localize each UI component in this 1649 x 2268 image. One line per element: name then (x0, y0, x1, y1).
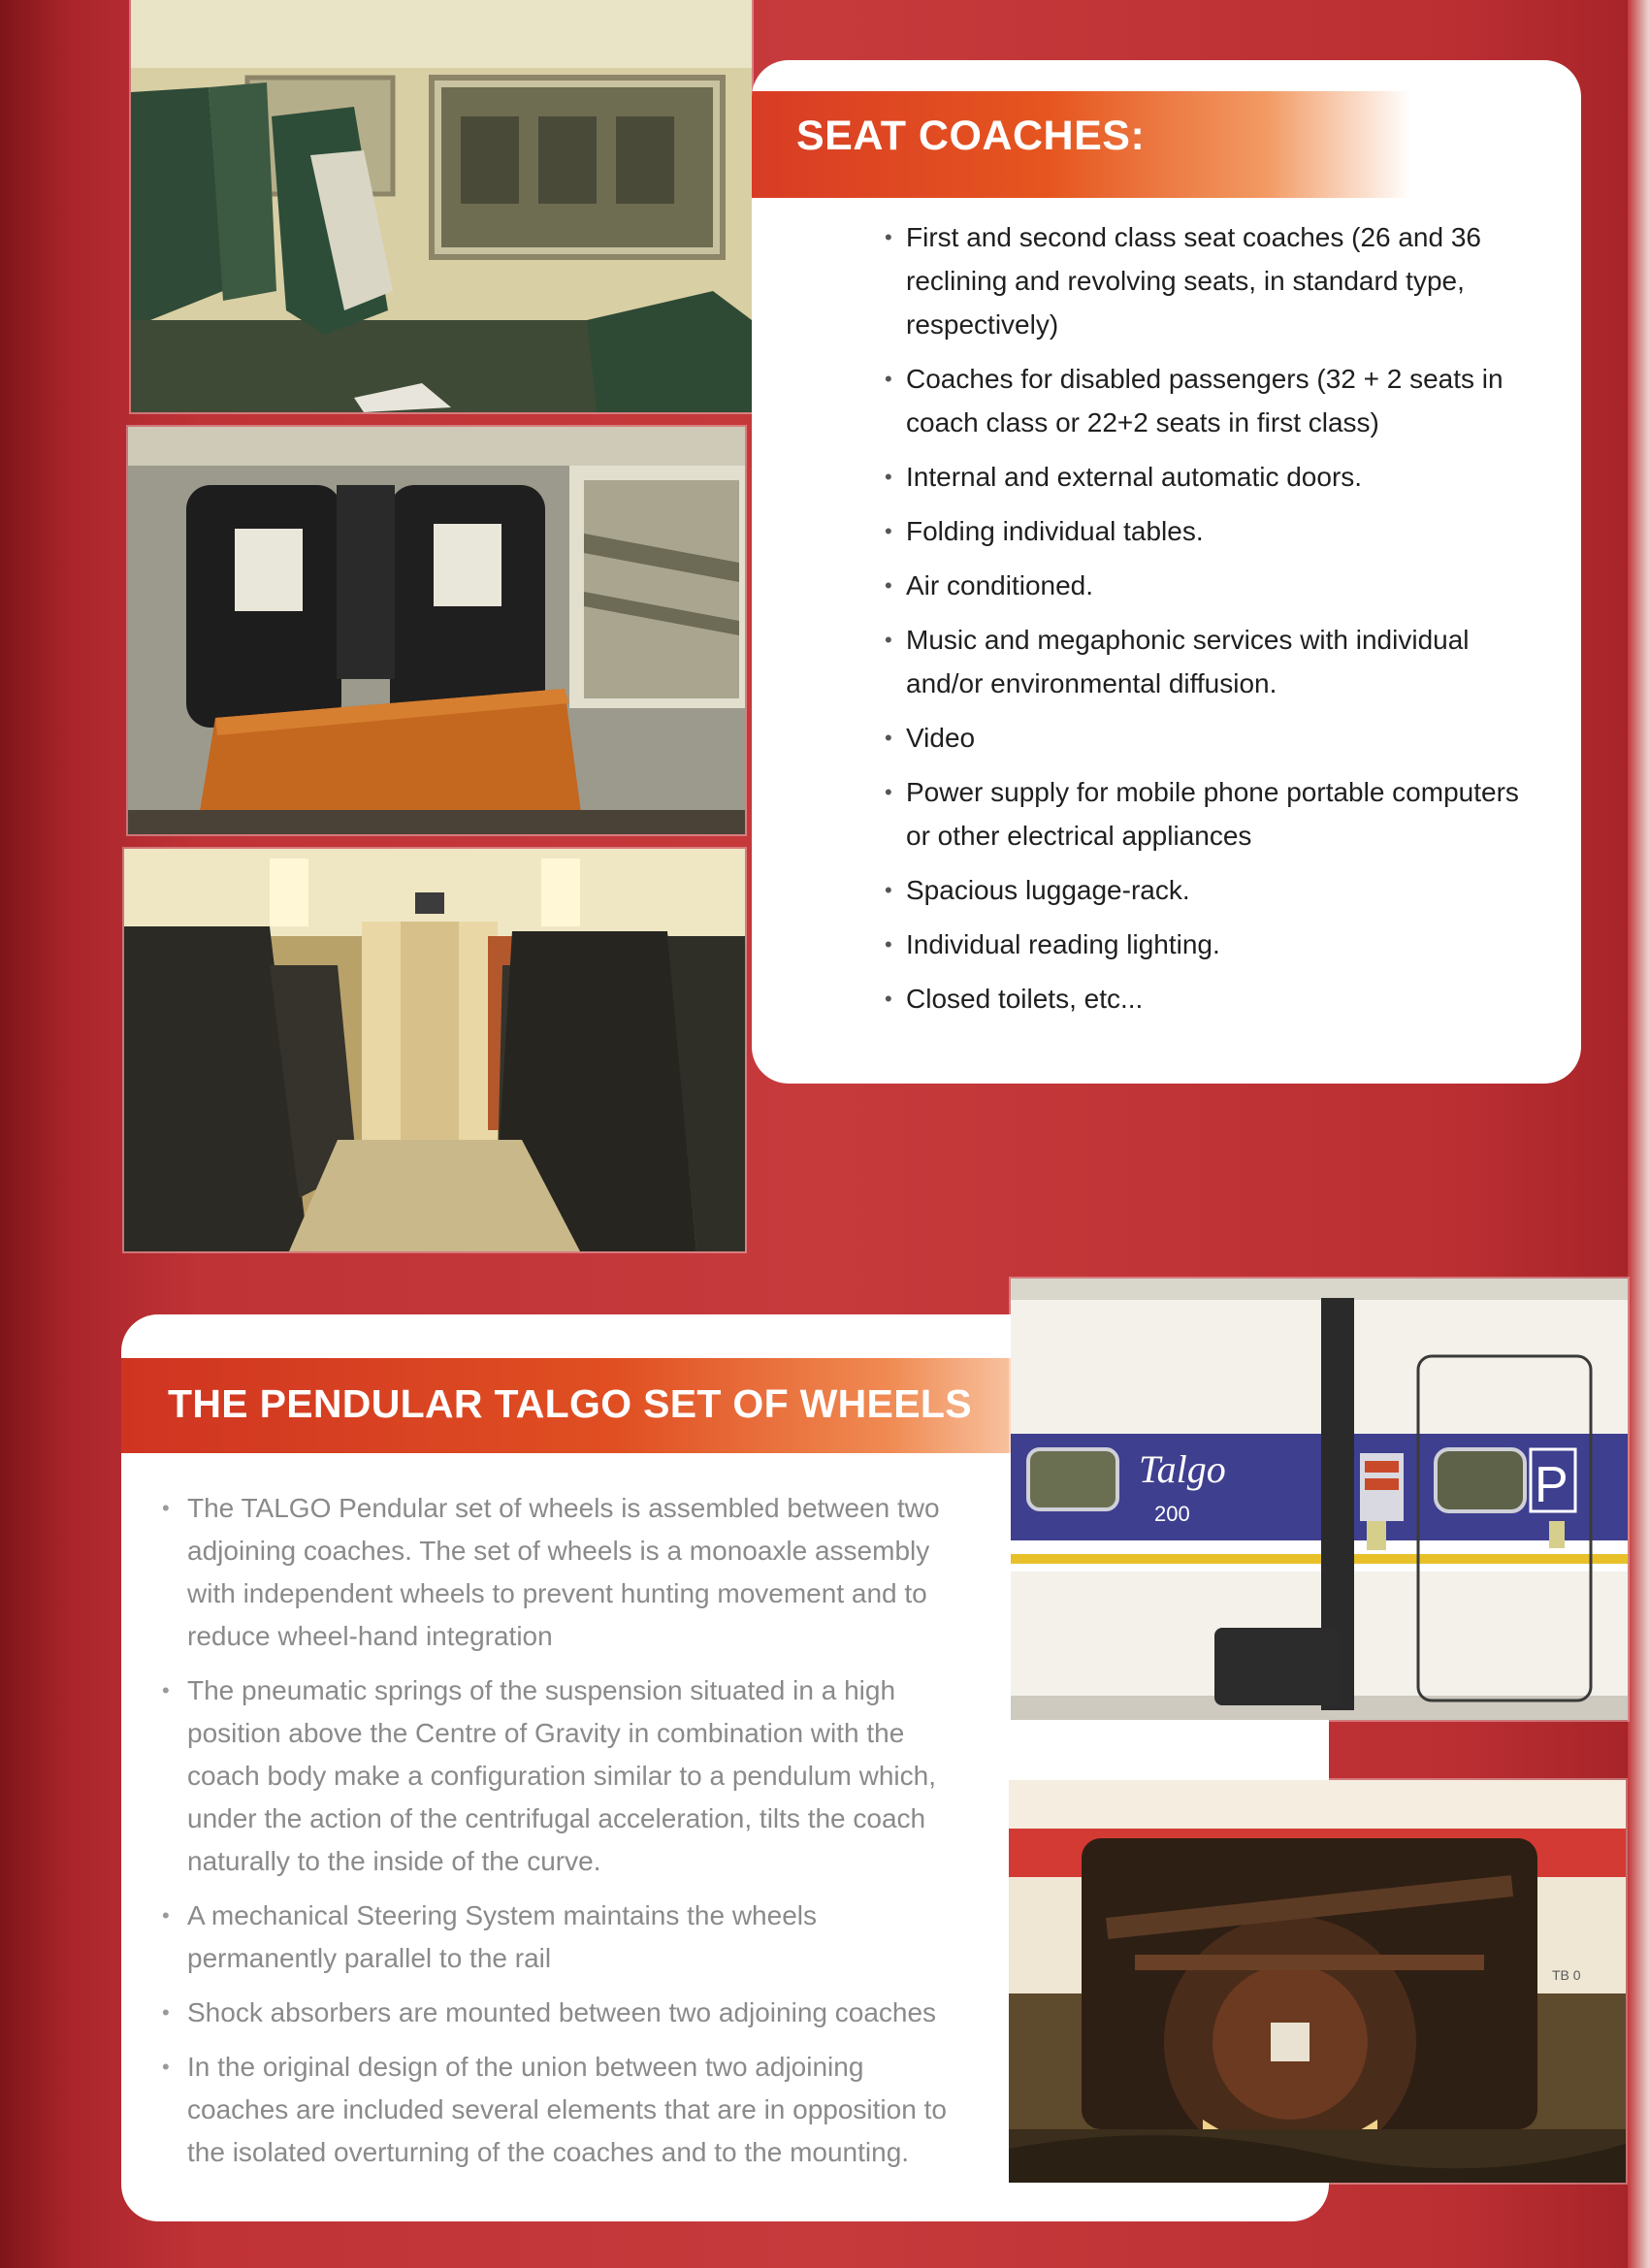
seat-coaches-item: • Music and megaphonic services with individual and/or environmental diffusion. (885, 618, 1544, 705)
seat-coaches-item: • Closed toilets, etc... (885, 977, 1544, 1021)
seat-coaches-item: • Individual reading lighting. (885, 923, 1544, 966)
wheel-photo-label: TB 0 (1552, 1967, 1581, 1983)
pendular-title: THE PENDULAR TALGO SET OF WHEELS (168, 1381, 972, 1426)
train-door-letter: P (1535, 1457, 1568, 1513)
seat-coaches-item: • Video (885, 716, 1544, 760)
seat-coaches-item: • Coaches for disabled passengers (32 + 2 seats in coach class or 22+2 seats in first class) (885, 357, 1544, 444)
pendular-item: • The pneumatic springs of the suspension situated in a high position above the Centre of Gravity in combination with the coach body make a configuration similar to a pendulum which, under the action of the centrifugal acceleration, tilts the coach naturally to the inside of the curve. (162, 1669, 957, 1883)
train-number-text: 200 (1154, 1502, 1190, 1526)
seat-coaches-card (752, 60, 1581, 1084)
right-edge-strip (1628, 0, 1649, 2268)
seat-coaches-title: SEAT COACHES: (796, 113, 1146, 159)
pendular-item: • The TALGO Pendular set of wheels is assembled between two adjoining coaches. The set of wheels is a monoaxle assembly with independent wheels to prevent hunting movement and to reduce wheel-hand integration (162, 1487, 957, 1658)
left-edge-shade (0, 0, 70, 2268)
pendular-item: • A mechanical Steering System maintains the wheels permanently parallel to the rail (162, 1895, 957, 1980)
seat-coaches-item: • Spacious luggage-rack. (885, 868, 1544, 912)
seat-coaches-item: • Power supply for mobile phone portable computers or other electrical appliances (885, 770, 1544, 858)
train-brand-text: Talgo (1139, 1447, 1226, 1491)
pendular-list (162, 1487, 957, 2186)
pendular-header (121, 1358, 1023, 1453)
photo-green-seat-interior (131, 0, 752, 412)
seat-coaches-list (885, 215, 1544, 1031)
photo-table-seat-interior (128, 427, 745, 834)
photo-wheel-set (1009, 1780, 1626, 2183)
seat-coaches-item: • Folding individual tables. (885, 509, 1544, 553)
photo-leather-seat-aisle (124, 849, 745, 1251)
photo-train-exterior (1011, 1279, 1628, 1720)
seat-coaches-item: • Air conditioned. (885, 564, 1544, 607)
seat-coaches-header (752, 91, 1411, 198)
pendular-item: • Shock absorbers are mounted between two adjoining coaches (162, 1992, 957, 2034)
pendular-item: • In the original design of the union between two adjoining coaches are included several elements that are in opposition to the isolated overturning of the coaches and to the mounting. (162, 2046, 957, 2174)
seat-coaches-item: • Internal and external automatic doors. (885, 455, 1544, 499)
seat-coaches-item: • First and second class seat coaches (26 and 36 reclining and revolving seats, in standard type, respectively) (885, 215, 1544, 346)
